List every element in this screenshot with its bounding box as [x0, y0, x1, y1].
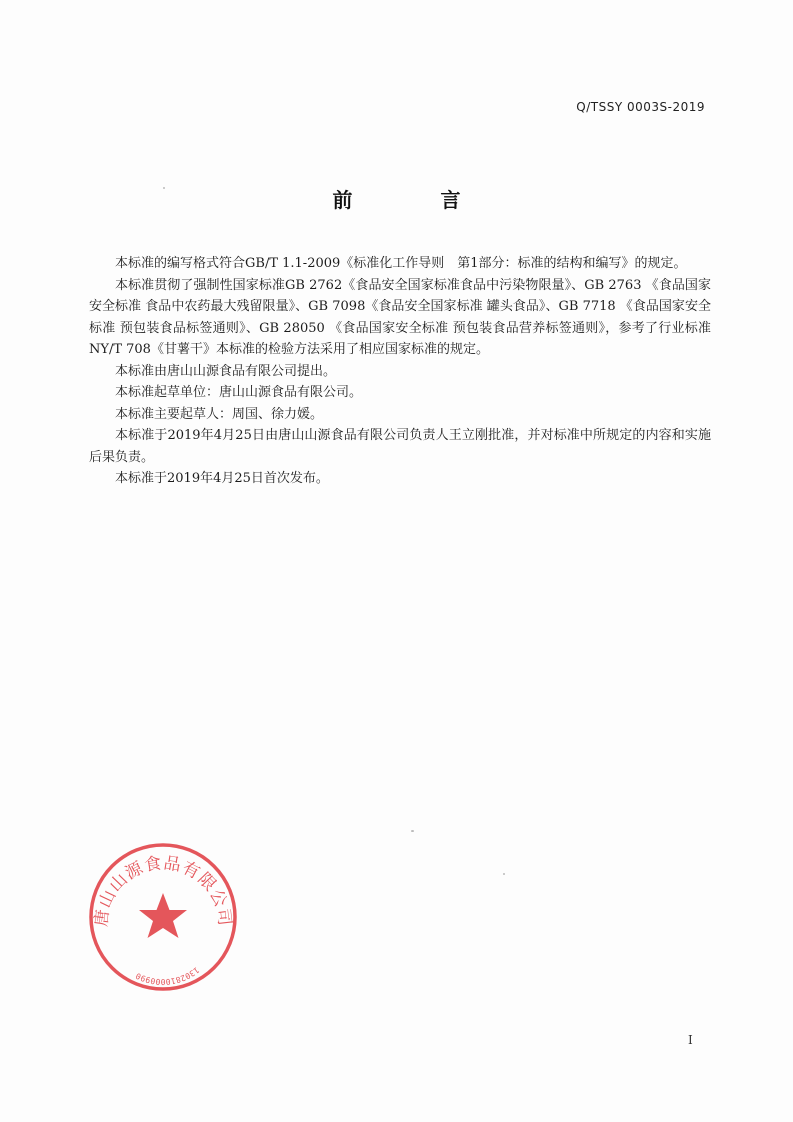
paragraph-drafters: 本标准主要起草人：周国、徐力媛。 — [115, 406, 324, 422]
scan-speck — [411, 830, 414, 832]
seal-star-icon — [139, 893, 187, 938]
paragraph-proposer: 本标准由唐山山源食品有限公司提出。 — [115, 363, 337, 379]
seal-company-text: 唐山山源食品有限公司 — [91, 853, 235, 928]
paragraph-format: 本标准的编写格式符合GB/T 1.1-2009《标准化工作导则 第1部分：标准的结构和编写》的规定。 — [115, 256, 687, 271]
document-code: Q/TSSY 0003S-2019 — [576, 100, 705, 114]
title-char-1: 前 — [332, 188, 353, 212]
preface-body — [89, 253, 711, 490]
paragraph-drafting-unit: 本标准起草单位：唐山山源食品有限公司。 — [115, 385, 363, 400]
title-char-2: 言 — [440, 188, 461, 212]
company-seal-stamp — [86, 840, 240, 994]
paragraph-standards: 本标准贯彻了强制性国家标准GB 2762《食品安全国家标准食品中污染物限量》、GB 2763 《食品国家安全标准 食品中农药最大残留限量》、GB 7098《食品安全国家标准 罐头食品》、GB 7718 《食品国家安全标准 预包装食品标签通则》、GB 28050 《食品国家安全标准 预包装食品营养标签通则》，参考了行业标准 NY/T 708《甘薯干》本标准的检验方法采用了相应国家标准的规定。 — [89, 277, 711, 357]
scan-speck — [503, 873, 505, 875]
page-title — [0, 184, 793, 213]
paragraph-approval: 本标准于2019年4月25日由唐山山源食品有限公司负责人王立刚批准，并对标准中所规定的内容和实施后果负责。 — [89, 428, 711, 465]
page-number: I — [688, 1033, 693, 1047]
seal-number-text: 1302810000990 — [134, 965, 201, 987]
scan-speck — [163, 187, 165, 189]
paragraph-release: 本标准于2019年4月25日首次发布。 — [115, 471, 329, 486]
